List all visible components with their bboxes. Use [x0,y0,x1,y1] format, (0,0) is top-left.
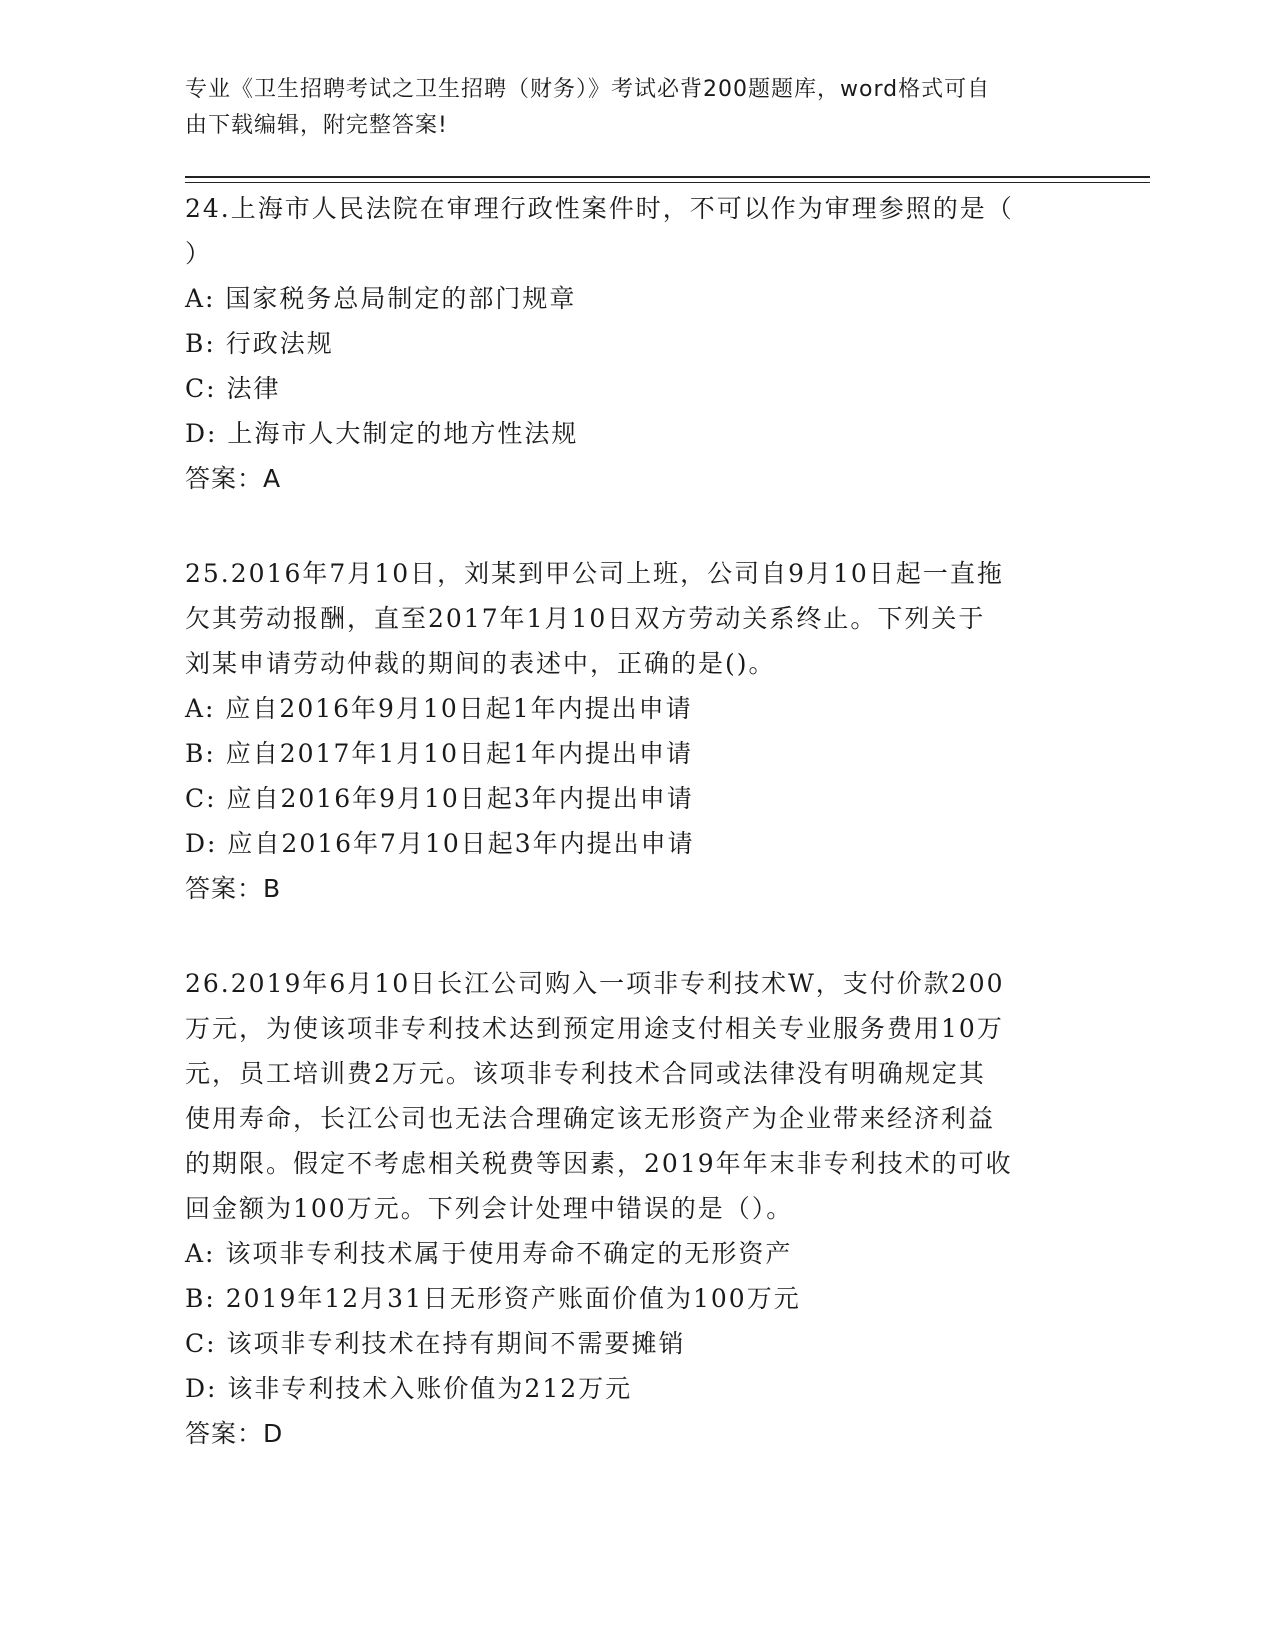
option-a: A: 应自2016年9月10日起1年内提出申请 [185,694,693,723]
answer-line: 答案：A [185,464,282,493]
option-a: A: 该项非专利技术属于使用寿命不确定的无形资产 [185,1239,793,1268]
option-b: B: 行政法规 [185,329,334,358]
question-26 [185,961,1085,1456]
answer-line: 答案：B [185,874,282,903]
question-stem-line: 刘某申请劳动仲裁的期间的表述中，正确的是()。 [185,649,776,678]
option-a: A: 国家税务总局制定的部门规章 [185,284,577,313]
answer-line: 答案：D [185,1419,284,1448]
header-line-1: 专业《卫生招聘考试之卫生招聘（财务）》考试必背200题题库，word格式可自 [185,77,991,102]
question-stem-line: ） [185,239,213,268]
option-b: B: 2019年12月31日无形资产账面价值为100万元 [185,1284,801,1313]
document-header [185,72,1065,144]
header-line-2: 由下载编辑，附完整答案! [185,113,448,138]
question-stem-line: 万元，为使该项非专利技术达到预定用途支付相关专业服务费用10万 [185,1014,1004,1043]
question-24 [185,186,1085,501]
option-c: C: 法律 [185,374,281,403]
question-stem-line: 24.上海市人民法院在审理行政性案件时，不可以作为审理参照的是（ [185,194,1014,223]
question-stem-line: 元，员工培训费2万元。该项非专利技术合同或法律没有明确规定其 [185,1059,986,1088]
header-divider-thick [185,176,1150,178]
option-d: D: 上海市人大制定的地方性法规 [185,419,579,448]
question-stem-line: 回金额为100万元。下列会计处理中错误的是（）。 [185,1194,794,1223]
option-d: D: 应自2016年7月10日起3年内提出申请 [185,829,695,858]
question-stem-line: 使用寿命，长江公司也无法合理确定该无形资产为企业带来经济利益 [185,1104,996,1133]
question-stem-line: 25.2016年7月10日，刘某到甲公司上班，公司自9月10日起一直拖 [185,559,1004,588]
question-stem-line: 的期限。假定不考虑相关税费等因素，2019年年末非专利技术的可收 [185,1149,1013,1178]
question-25 [185,551,1085,911]
option-b: B: 应自2017年1月10日起1年内提出申请 [185,739,693,768]
option-c: C: 该项非专利技术在持有期间不需要摊销 [185,1329,686,1358]
question-stem-line: 26.2019年6月10日长江公司购入一项非专利技术W，支付价款200 [185,969,1005,998]
header-divider-thin [185,182,1150,183]
question-stem-line: 欠其劳动报酬，直至2017年1月10日双方劳动关系终止。下列关于 [185,604,986,633]
option-d: D: 该非专利技术入账价值为212万元 [185,1374,633,1403]
option-c: C: 应自2016年9月10日起3年内提出申请 [185,784,694,813]
